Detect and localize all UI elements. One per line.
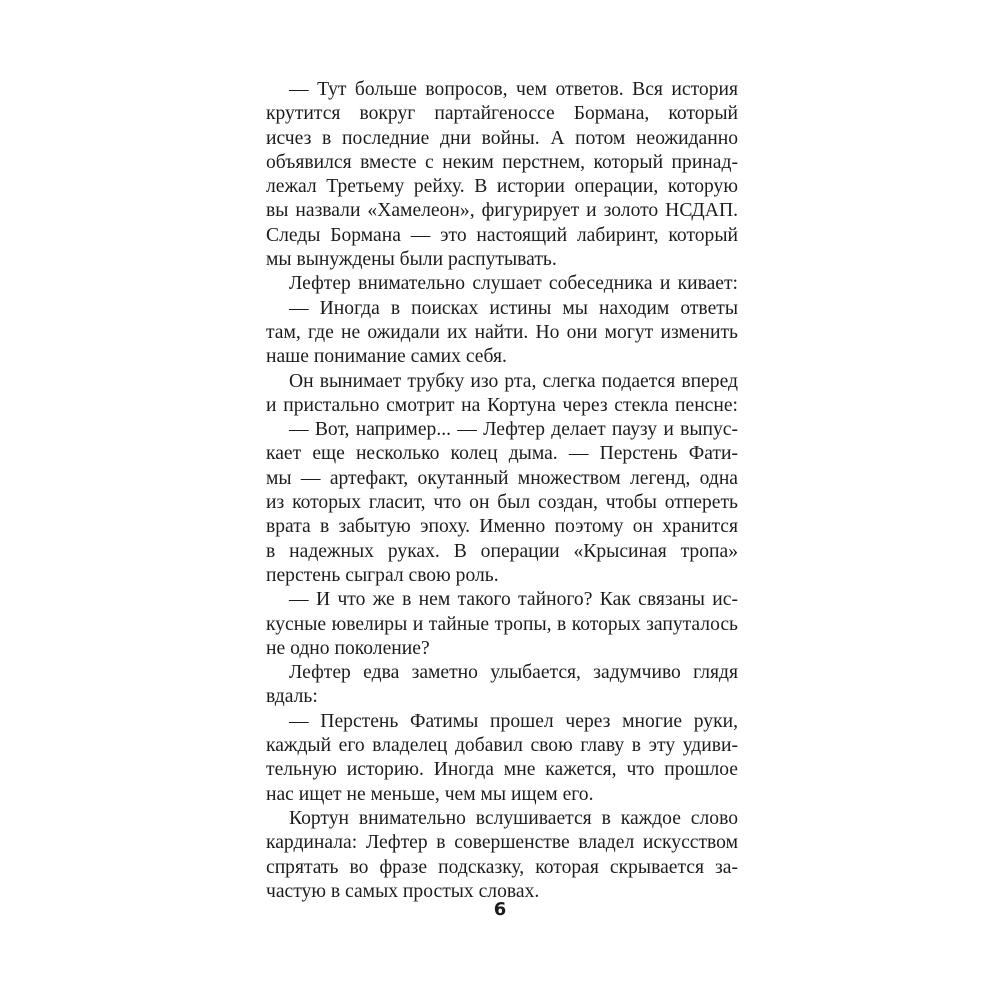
text-line: Он вынимает трубку изо рта, слегка подается вперед [289, 370, 738, 392]
text-line: — Тут больше вопросов, чем ответов. Вся история [289, 79, 738, 100]
text-line: и пристально смотрит на Кортуна через стекла пенсне: [266, 394, 738, 416]
text-line: лежал Третьему рейху. В истории операции, которую [266, 176, 738, 198]
text-line: кает еще несколько колец дыма. — Перстень Фати- [266, 443, 738, 465]
text-line: Лефтер внимательно слушает собеседника и кивает: [289, 273, 738, 295]
text-line: исчез в последние дни войны. А потом неожиданно [266, 127, 738, 149]
text-line: — Иногда в поисках истины мы находим ответы [289, 297, 738, 319]
text-line: каждый его владелец добавил свою главу в эту удиви- [266, 735, 738, 757]
text-line: наше понимание самих себя. [266, 346, 507, 368]
text-line: из которых гласит, что он был создан, чтобы отпереть [266, 492, 738, 514]
text-line: врата в забытую эпоху. Именно поэтому он хранится [266, 516, 738, 538]
text-line: не одно поколение? [266, 637, 430, 659]
text-line: вдаль: [266, 686, 318, 708]
text-line: Кортун внимательно вслушивается в каждое слово [289, 807, 738, 829]
text-line: кусные ювелиры и тайные тропы, в которых запуталось [266, 613, 738, 635]
text-line: там, где не ожидали их найти. Но они могут изменить [266, 321, 738, 343]
text-line: — И что же в нем такого тайного? Как связаны ис- [289, 589, 738, 611]
text-line: вы назвали «Хамелеон», фигурирует и золото НСДАП. [266, 200, 738, 222]
text-line: перстень сыграл свою роль. [266, 564, 499, 586]
text-line: мы — артефакт, окутанный множеством легенд, одна [266, 467, 738, 489]
text-line: тельную историю. Иногда мне кажется, что прошлое [266, 759, 738, 781]
text-line: — Перстень Фатимы прошел через многие руки, [289, 710, 738, 732]
text-line: мы вынуждены были распутывать. [266, 249, 557, 271]
text-line: нас ищет не меньше, чем мы ищем его. [266, 783, 594, 805]
body-text [266, 78, 738, 904]
text-line: — Вот, например... — Лефтер делает паузу и выпус- [289, 419, 738, 441]
text-line: Лефтер едва заметно улыбается, задумчиво глядя [289, 662, 738, 684]
page-number: 6 [493, 899, 507, 920]
text-line: объявился вместе с неким перстнем, который принад- [266, 151, 738, 173]
text-line: кардинала: Лефтер в совершенстве владел искусством [266, 832, 738, 854]
text-line: крутится вокруг партайгеноссе Бормана, который [266, 103, 738, 125]
text-line: спрятать во фразе подсказку, которая скрывается за- [266, 856, 738, 878]
text-line: Следы Бормана — это настоящий лабиринт, который [266, 224, 738, 246]
text-line: в надежных руках. В операции «Крысиная тропа» [266, 540, 738, 562]
text-line: частую в самых простых словах. [266, 880, 540, 902]
